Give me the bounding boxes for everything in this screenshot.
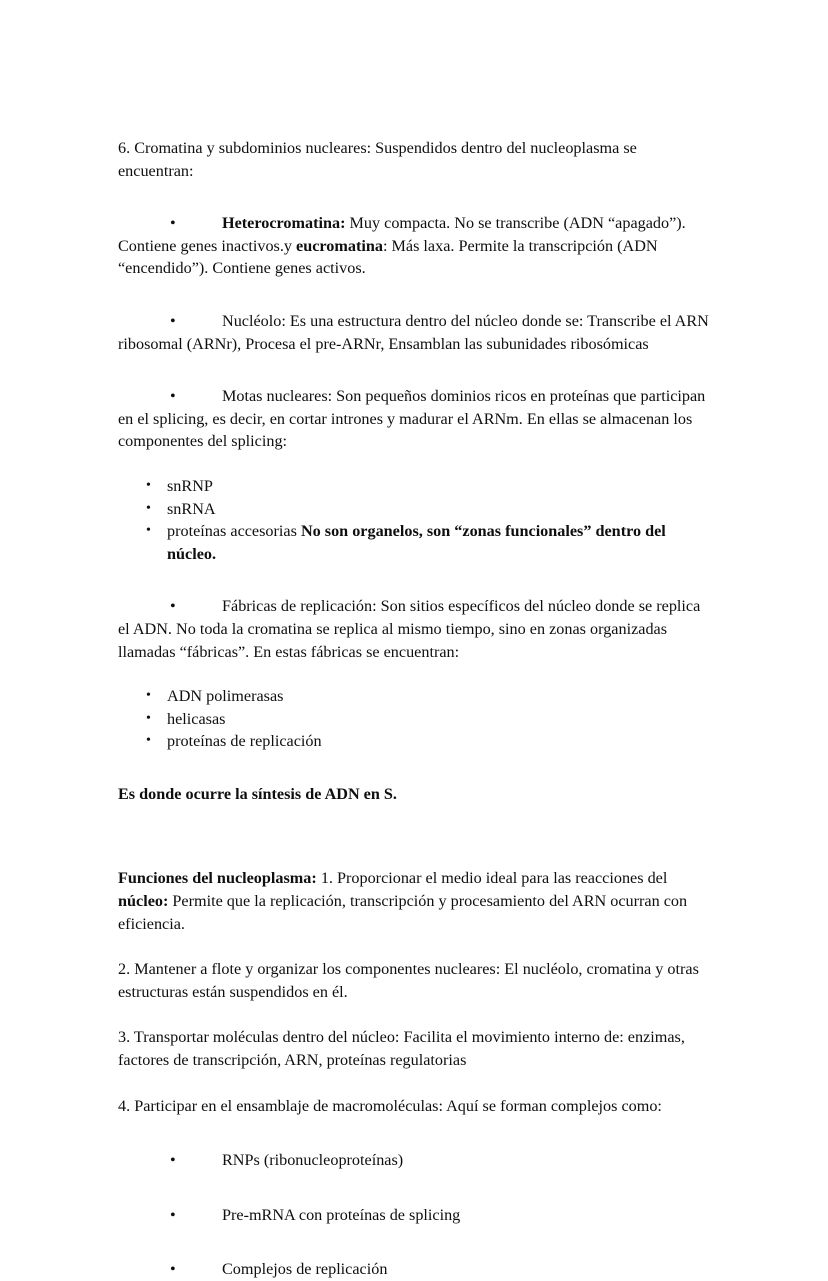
disc-bullet-icon: •: [146, 523, 151, 539]
motas-text: Motas nucleares: Son pequeños dominios ricos en proteínas que participan en el splicing, es decir, en cortar intrones y madurar el ARNm. En ellas se almacenan los componentes del splicing:: [118, 387, 706, 451]
complex-label: RNPs (ribonucleoproteínas): [222, 1151, 404, 1170]
splicing-components-list: [118, 475, 712, 565]
bullet-marker: •: [170, 1151, 176, 1170]
bullet-marker: •: [170, 214, 176, 233]
list-item: [118, 475, 712, 498]
bullet-marker: •: [170, 1205, 176, 1224]
funciones-item-4: 4. Participar en el ensamblaje de macromoléculas: Aquí se forman complejos como:: [118, 1096, 662, 1115]
list-item-label: snRNA: [167, 499, 216, 518]
bullet-pre-mrna: [118, 1204, 712, 1227]
heterocromatina-label: Heterocromatina:: [222, 214, 346, 233]
list-item-label: proteínas de replicación: [167, 732, 322, 751]
closing-bold-text: Es donde ocurre la síntesis de ADN en S.: [118, 784, 397, 803]
eucromatina-label: eucromatina: [296, 236, 383, 255]
bullet-complejos-replicacion: [118, 1258, 712, 1281]
bullet-marker: •: [170, 387, 176, 406]
list-item-label: helicasas: [167, 709, 226, 728]
nucleolo-text: Nucléolo: Es una estructura dentro del núcleo donde se: Transcribe el ARN ribosomal (ARNr), Procesa el pre-ARNr, Ensamblan las subunidades ribosómicas: [118, 311, 709, 353]
complex-label: Complejos de replicación: [222, 1260, 388, 1279]
list-item-label: snRNP: [167, 476, 213, 495]
heterocromatina-body-1: Muy compacta. No se transcribe (ADN “apagado”). Contiene genes inactivos.y: [118, 214, 686, 255]
list-item-emphasis: No son organelos, son “zonas funcionales” dentro del núcleo.: [167, 522, 666, 563]
list-item: [118, 520, 712, 565]
funciones-item1-tail: Permite que la replicación, transcripción y procesamiento del ARN ocurran con eficiencia.: [118, 892, 688, 933]
document-body: [118, 137, 712, 1281]
heterocromatina-body-2: : Más laxa. Permite la transcripción (ADN “encendido”). Contiene genes activos.: [118, 236, 658, 278]
fabricas-text: Fábricas de replicación: Son sitios específicos del núcleo donde se replica el ADN. No toda la cromatina se replica al mismo tiempo, sino en zonas organizadas llamadas “fábricas”. En estas fábricas se encuentran:: [118, 597, 701, 661]
funciones-item1-emphasis: núcleo:: [118, 892, 169, 911]
funciones-item-1: [118, 867, 712, 935]
list-item: [118, 708, 712, 731]
disc-bullet-icon: •: [146, 710, 151, 726]
replication-factory-list: [118, 685, 712, 753]
bullet-rnps: [118, 1149, 712, 1172]
bullet-nucleolo: [118, 310, 712, 355]
funciones-item-2: 2. Mantener a flote y organizar los componentes nucleares: El nucléolo, cromatina y otras estructuras están suspendidos en él.: [118, 960, 699, 1001]
list-item: [118, 498, 712, 521]
bullet-marker: •: [170, 311, 176, 330]
section-6-closing: [118, 783, 712, 806]
bullet-marker: •: [170, 1260, 176, 1279]
funciones-item1-mid: 1. Proporcionar el medio ideal para las reacciones del: [316, 869, 668, 888]
funciones-heading: Funciones del nucleoplasma:: [118, 869, 317, 888]
list-item-label: ADN polimerasas: [167, 687, 284, 706]
section-6-intro: 6. Cromatina y subdominios nucleares: Suspendidos dentro del nucleoplasma se encuentran:: [118, 139, 637, 180]
list-item-label: proteínas accesorias: [167, 522, 301, 541]
funciones-item-3: 3. Transportar moléculas dentro del núcleo: Facilita el movimiento interno de: enzimas, factores de transcripción, ARN, proteínas regulatorias: [118, 1028, 685, 1070]
list-item: [118, 685, 712, 708]
complex-label: Pre-mRNA con proteínas de splicing: [222, 1205, 461, 1224]
bullet-fabricas-replicacion: [118, 595, 712, 663]
disc-bullet-icon: •: [146, 688, 151, 704]
disc-bullet-icon: •: [146, 733, 151, 749]
disc-bullet-icon: •: [146, 500, 151, 516]
list-item: [118, 730, 712, 753]
bullet-marker: •: [170, 597, 176, 616]
disc-bullet-icon: •: [146, 477, 151, 493]
bullet-motas-nucleares: [118, 385, 712, 453]
bullet-heterocromatina: [118, 212, 712, 280]
